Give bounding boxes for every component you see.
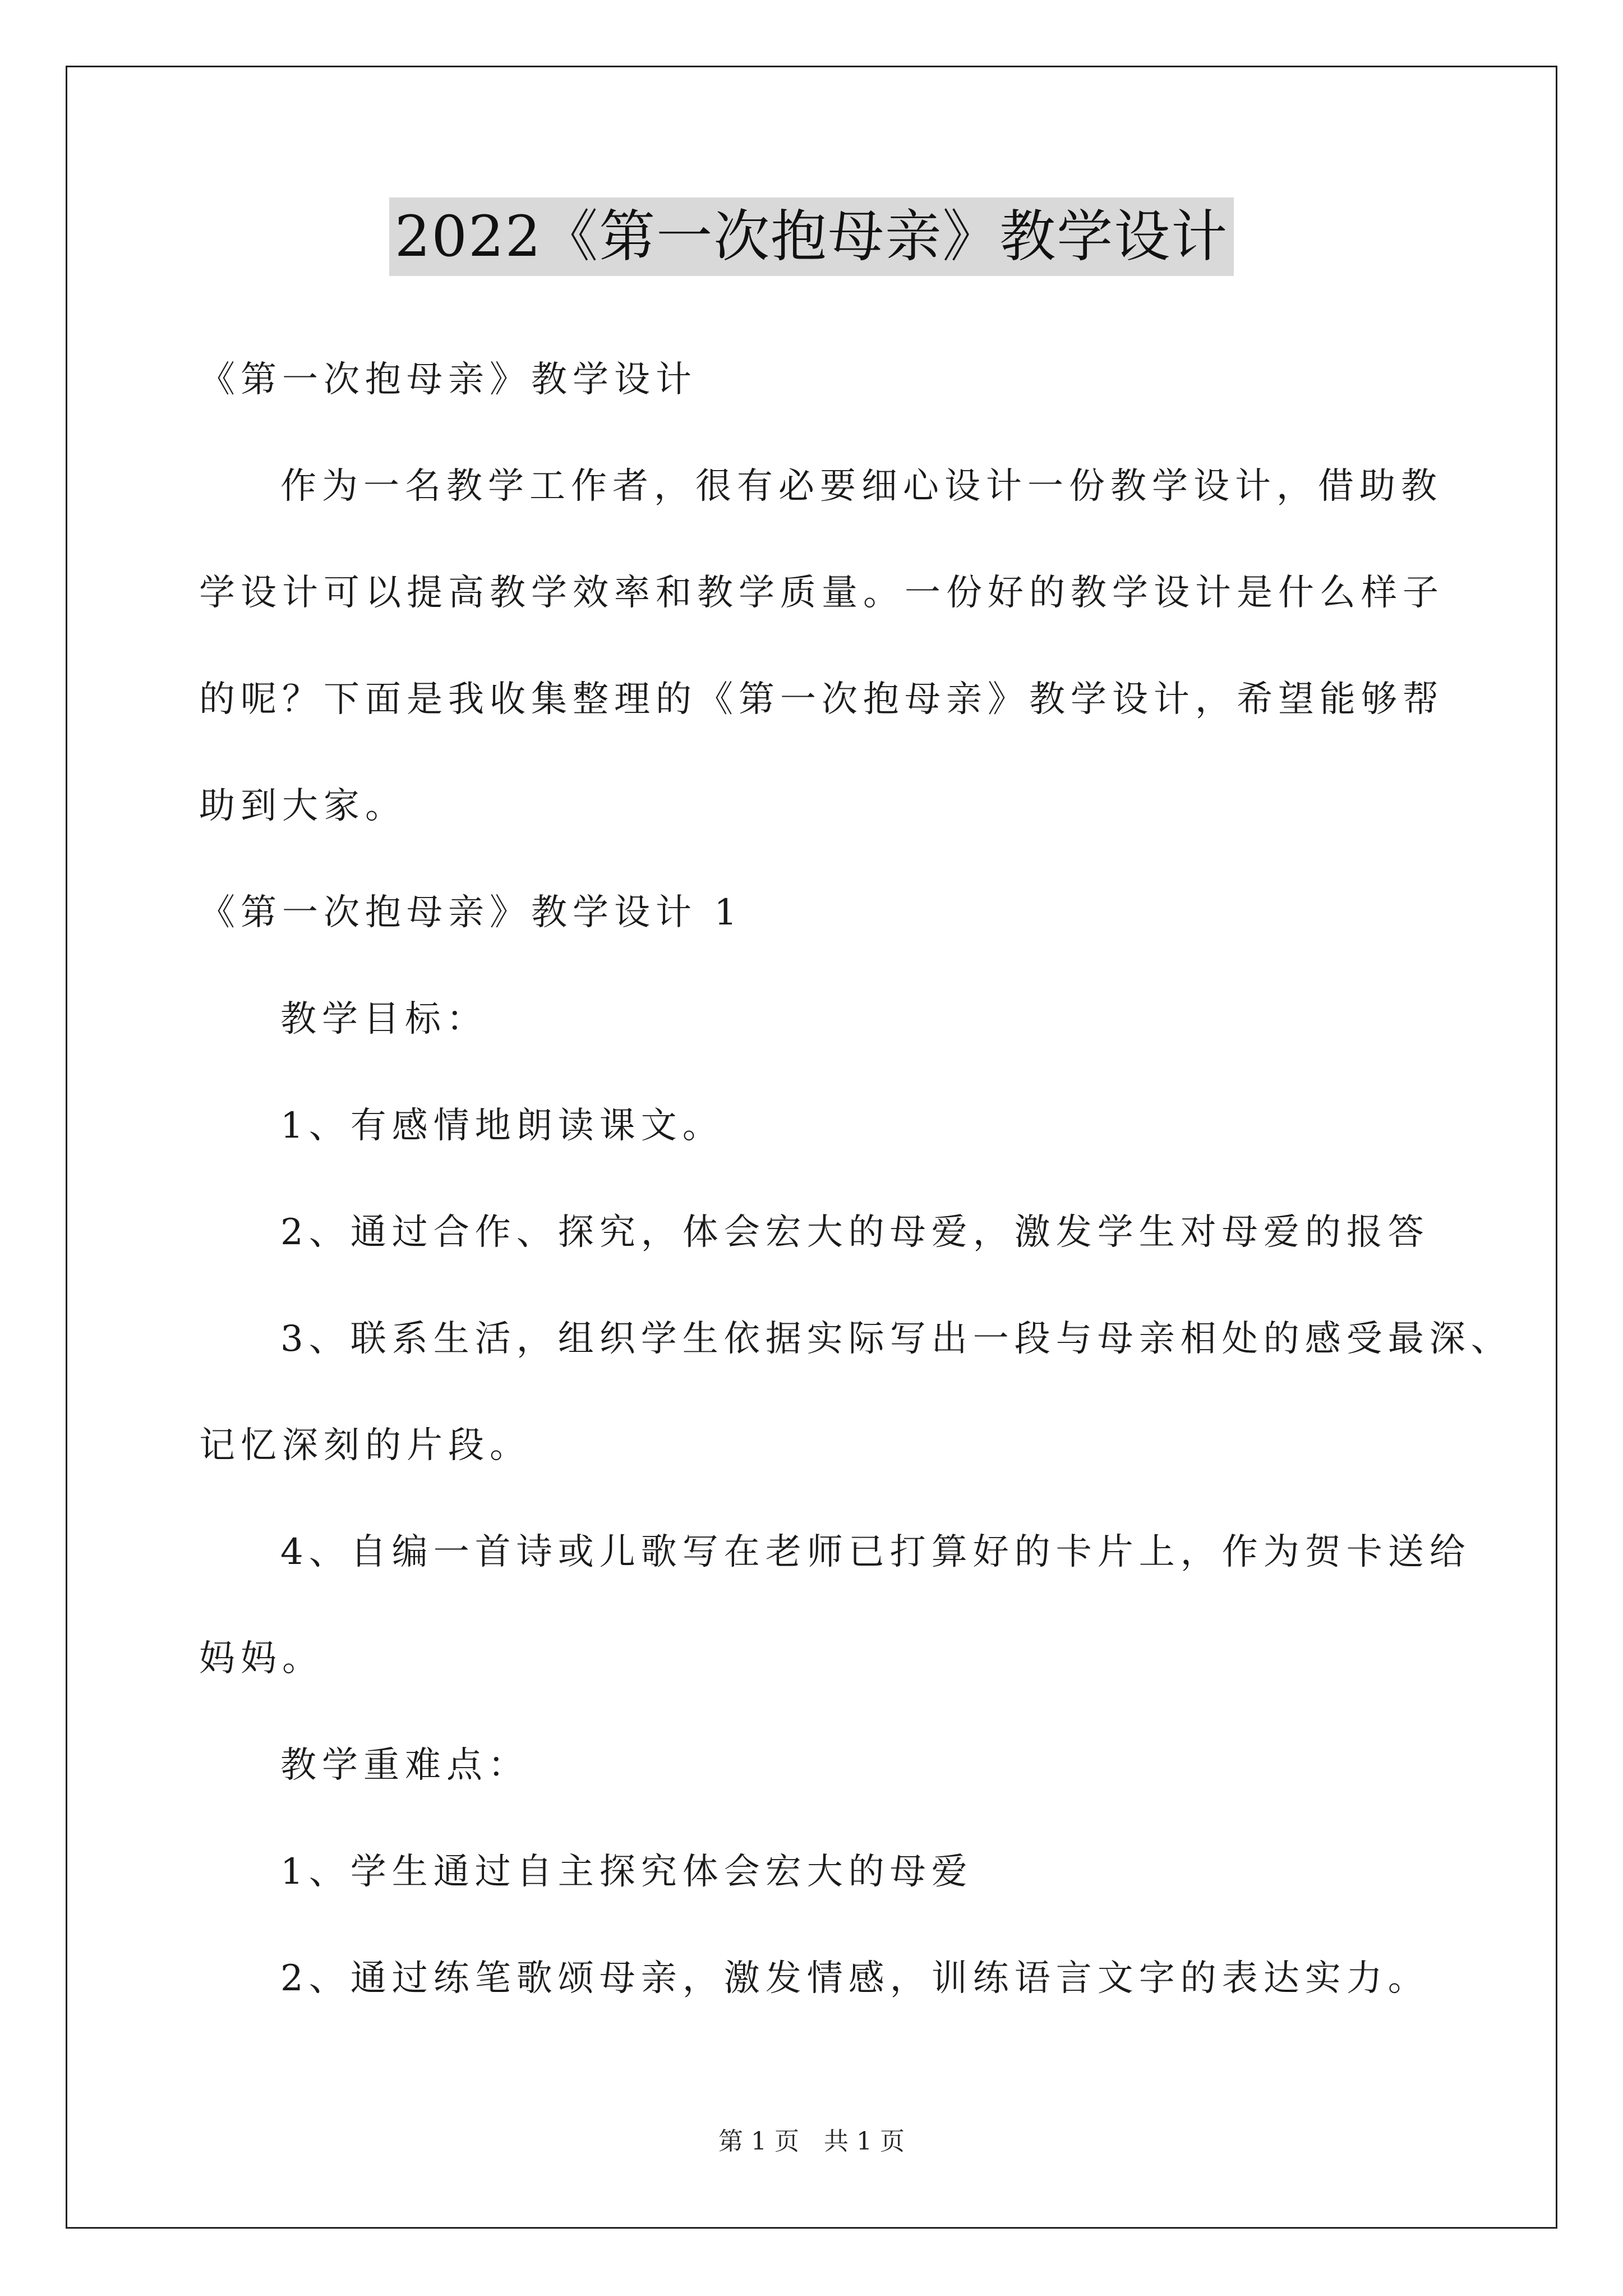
objective-4-line-2: 妈妈。 [199,1638,324,1680]
objective-3-line-1: 3、联系生活，组织学生依据实际写出一段与母亲相处的感受最深、 [280,1318,1513,1360]
title-container [0,197,1623,276]
key-point-2: 2、通过练笔歌颂母亲，激发情感，训练语言文字的表达实力。 [280,1958,1430,1999]
objective-3-line-2: 记忆深刻的片段。 [199,1425,531,1466]
intro-line-1: 作为一名教学工作者，很有必要细心设计一份教学设计，借助教 [280,466,1442,507]
document-title: 2022《第一次抱母亲》教学设计 [389,197,1234,276]
page-footer: 第 1 页 共 1 页 [718,2127,905,2156]
key-point-1: 1、学生通过自主探究体会宏大的母爱 [280,1851,973,1893]
objectives-heading: 教学目标： [280,999,488,1040]
intro-line-3: 的呢？下面是我收集整理的《第一次抱母亲》教学设计，希望能够帮 [199,679,1444,720]
objective-4-line-1: 4、自编一首诗或儿歌写在老师已打算好的卡片上，作为贺卡送给 [280,1531,1471,1573]
section-heading-1: 《第一次抱母亲》教学设计 1 [199,892,743,933]
subtitle-line: 《第一次抱母亲》教学设计 [199,359,697,401]
objective-1: 1、有感情地朗读课文。 [280,1105,724,1147]
objective-2: 2、通过合作、探究，体会宏大的母爱，激发学生对母爱的报答 [280,1212,1430,1253]
intro-line-4: 助到大家。 [199,785,407,827]
key-points-heading: 教学重难点： [280,1745,529,1786]
intro-line-2: 学设计可以提高教学效率和教学质量。一份好的教学设计是什么样子 [199,572,1444,614]
